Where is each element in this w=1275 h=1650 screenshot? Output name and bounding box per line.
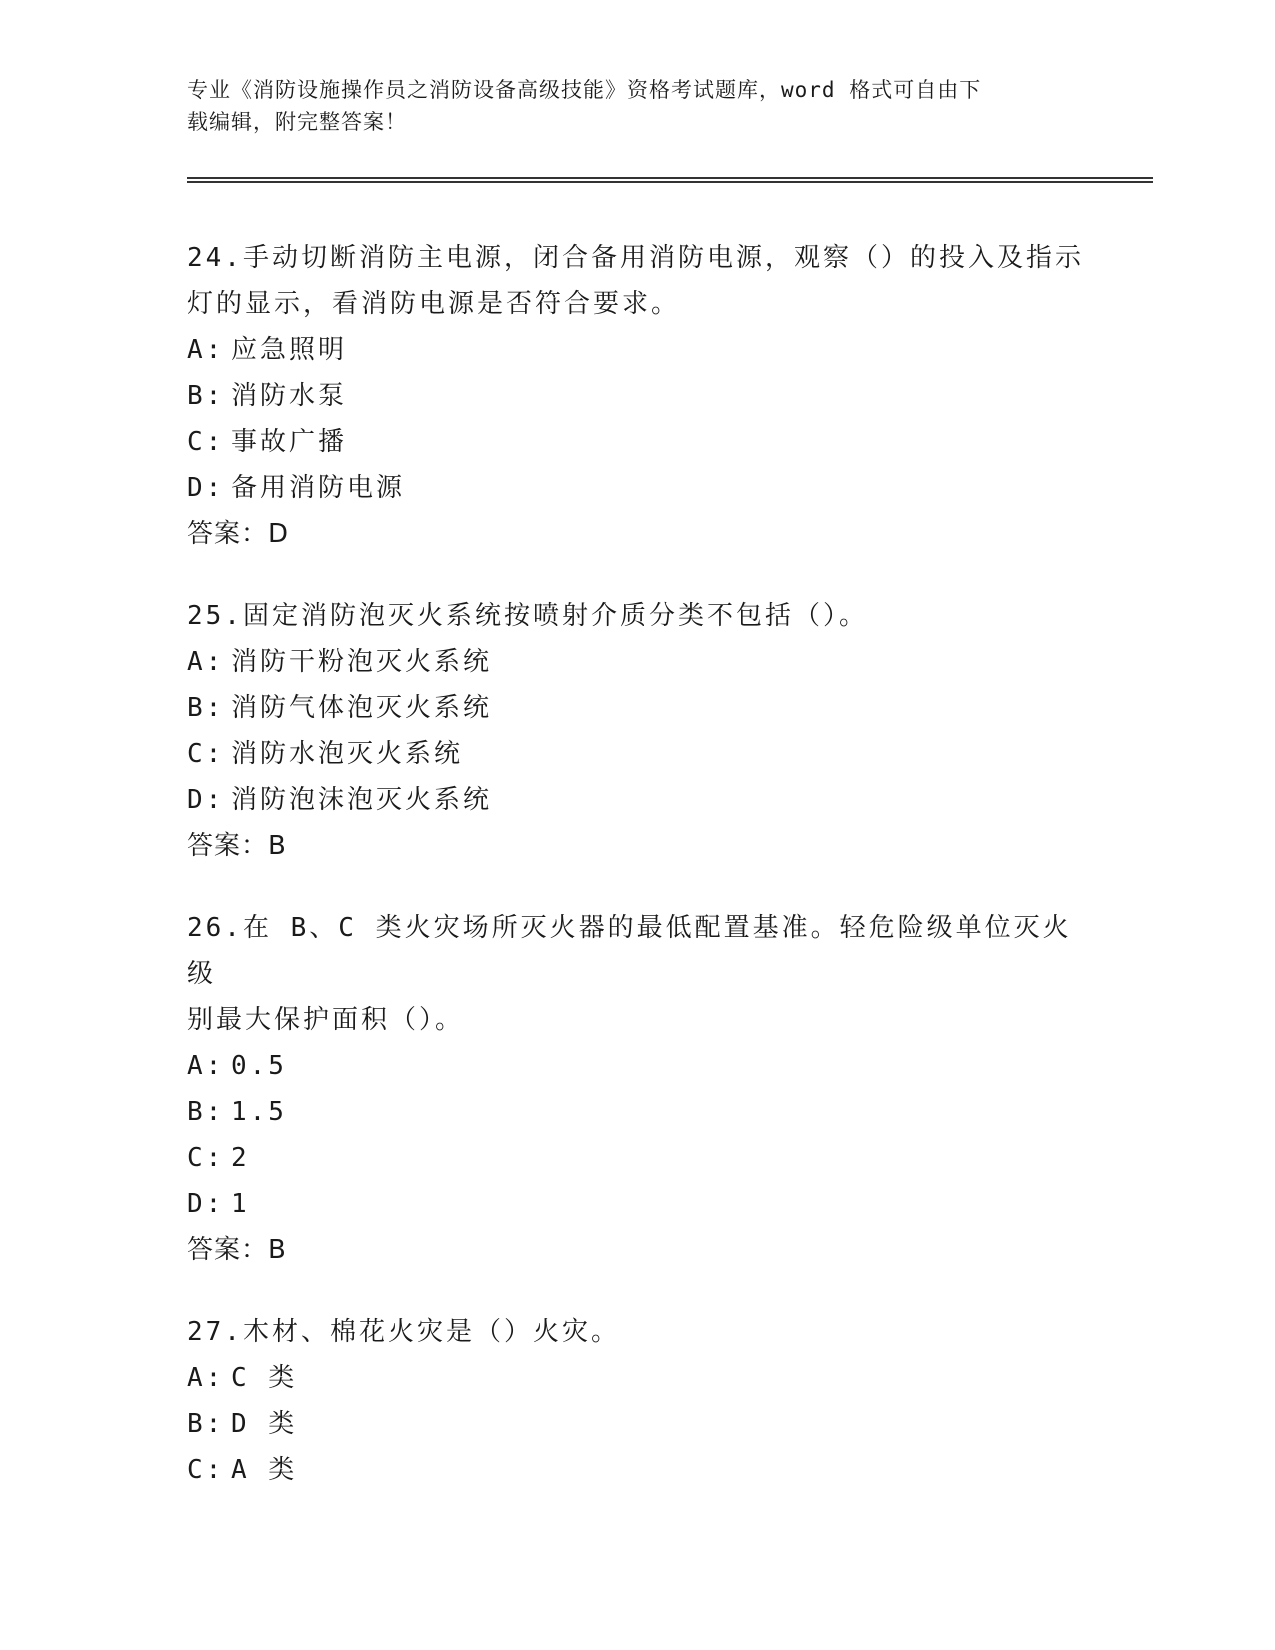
option-key: D: (187, 473, 225, 503)
option-text: D 类 (231, 1409, 298, 1439)
option-b (187, 685, 1087, 731)
option-b (187, 1089, 1087, 1135)
option-key: B: (187, 381, 225, 411)
option-text: 1 (231, 1189, 250, 1219)
question-text-line: 26.在 B、C 类火灾场所灭火器的最低配置基准。轻危险级单位灭火级 (187, 913, 1072, 989)
option-key: C: (187, 1455, 225, 1485)
question-text-line: 别最大保护面积（）。 (187, 1005, 465, 1035)
option-a (187, 1043, 1087, 1089)
document-header (187, 74, 1087, 138)
option-key: C: (187, 739, 225, 769)
option-d (187, 465, 1087, 511)
option-key: A: (187, 1363, 225, 1393)
option-b (187, 1401, 1087, 1447)
header-line-2: 载编辑，附完整答案！ (187, 110, 407, 134)
option-key: A: (187, 335, 225, 365)
option-b (187, 373, 1087, 419)
option-key: C: (187, 427, 225, 457)
option-text: 1.5 (231, 1097, 287, 1127)
option-d (187, 1181, 1087, 1227)
option-key: A: (187, 647, 225, 677)
option-text: 消防水泡灭火系统 (231, 739, 464, 769)
header-divider (187, 177, 1153, 183)
option-c (187, 731, 1087, 777)
option-key: C: (187, 1143, 225, 1173)
answer-label: 答案：B (187, 831, 287, 861)
option-a (187, 327, 1087, 373)
answer-label: 答案：B (187, 1235, 287, 1265)
header-line-1: 专业《消防设施操作员之消防设备高级技能》资格考试题库，word 格式可自由下 (187, 78, 982, 102)
option-key: B: (187, 1409, 225, 1439)
option-text: 消防干粉泡灭火系统 (231, 647, 493, 677)
option-key: A: (187, 1051, 225, 1081)
option-c (187, 1447, 1087, 1493)
option-text: 备用消防电源 (231, 473, 406, 503)
option-a (187, 639, 1087, 685)
question-24 (187, 235, 1087, 557)
answer-label: 答案：D (187, 519, 290, 549)
option-text: 消防泡沫泡灭火系统 (231, 785, 493, 815)
question-text-line: 25.固定消防泡灭火系统按喷射介质分类不包括（）。 (187, 601, 868, 631)
option-c (187, 1135, 1087, 1181)
option-text: C 类 (231, 1363, 298, 1393)
option-text: 2 (231, 1143, 250, 1173)
option-key: B: (187, 1097, 225, 1127)
question-27 (187, 1309, 1087, 1493)
option-key: B: (187, 693, 225, 723)
question-26 (187, 905, 1087, 1273)
option-text: 事故广播 (231, 427, 348, 457)
option-key: D: (187, 785, 225, 815)
option-text: 消防水泵 (231, 381, 348, 411)
option-text: 0.5 (231, 1051, 287, 1081)
option-text: 应急照明 (231, 335, 348, 365)
question-text-line: 灯的显示，看消防电源是否符合要求。 (187, 289, 681, 319)
option-c (187, 419, 1087, 465)
question-text-line: 27.木材、棉花火灾是（）火灾。 (187, 1317, 620, 1347)
option-a (187, 1355, 1087, 1401)
question-25 (187, 593, 1087, 869)
option-key: D: (187, 1189, 225, 1219)
question-list (187, 235, 1087, 1529)
option-text: 消防气体泡灭火系统 (231, 693, 493, 723)
option-text: A 类 (231, 1455, 298, 1485)
option-d (187, 777, 1087, 823)
question-text-line: 24.手动切断消防主电源，闭合备用消防电源，观察（）的投入及指示 (187, 243, 1084, 273)
